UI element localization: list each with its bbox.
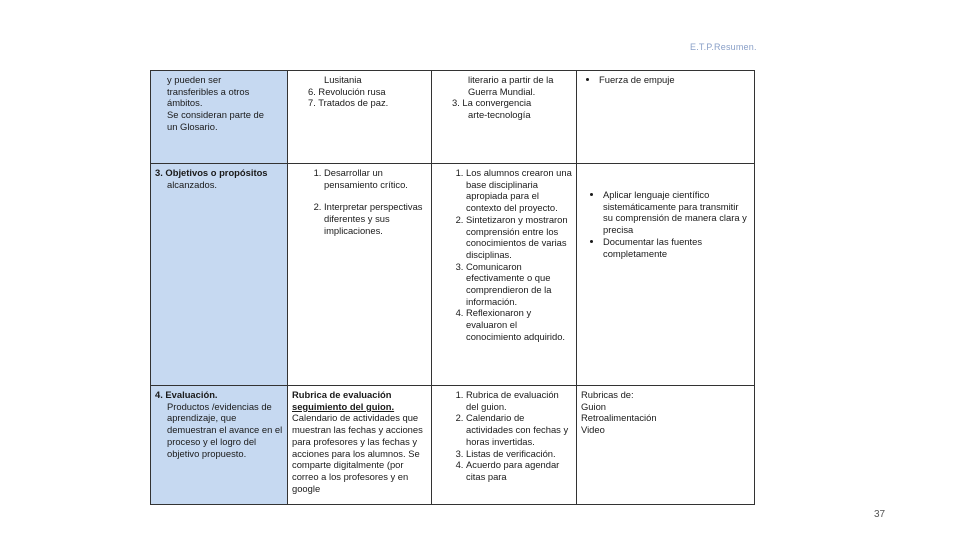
list-item: 2. Calendario de actividades con fechas y horas invertidas. [466,412,572,447]
list-item: • Documentar las fuentes completamente [603,236,750,259]
row-label-cell [151,71,288,164]
table-cell [288,164,432,386]
cell-heading: seguimiento del guion. [292,400,395,412]
list-item: 3. Comunicaron efectivamente o que comprendieron de la información. [466,261,572,308]
cell-line: 6. Revolución rusa [308,85,386,97]
cell-heading: Rubrica de evaluación [292,389,392,400]
table-cell [432,71,577,164]
cell-line: ámbitos. [167,97,203,109]
cell-line: Rubricas de: [581,389,634,400]
table-cell [288,386,432,505]
cell-line: Retroalimentación [581,412,657,424]
list-item: 4. Acuerdo para agendar citas para [466,459,572,482]
list-item: • Aplicar lenguaje científico sistemáticamente para transmitir su comprensión de manera clara y precisa [603,189,750,236]
cell-line: transferibles a otros [167,85,250,97]
cell-line: Se consideran parte de [167,109,264,121]
cell-line: alcanzados. [167,178,218,190]
cell-line: 3. La convergencia [452,97,532,109]
cell-text: Calendario de actividades que muestran las fechas y acciones para profesores y las fechas y acciones para los alumnos. Se comparte digitalmente (por correo a los profesores y en google [292,412,423,494]
table-cell [577,164,755,386]
list-item: 1. Desarrollar un pensamiento crítico. [324,167,427,190]
cell-line: literario a partir de la [468,74,554,85]
cell-line: Lusitania [324,74,362,85]
cell-line: 7. Tratados de paz. [308,97,389,109]
document-header: E.T.P.Resumen. [690,42,757,52]
table-row [151,386,755,505]
row-title: 4. Evaluación. [155,389,218,400]
row-label-cell [151,386,288,505]
list-item: 4. Reflexionaron y evaluaron el conocimiento adquirido. [466,307,572,342]
table-cell [432,164,577,386]
table-cell [432,386,577,505]
page-number: 37 [874,509,886,520]
cell-line: y pueden ser [167,74,222,85]
table-row [151,164,755,386]
cell-text: Productos /evidencias de aprendizaje, que demuestran el avance en el proceso y el logro del objetivo propuesto. [167,400,283,459]
cell-line: arte-tecnología [468,109,531,121]
cell-line: un Glosario. [167,120,218,132]
table-cell [288,71,432,164]
cell-line: Guerra Mundial. [468,85,536,97]
list-item: 2. Sintetizaron y mostraron comprensión entre los conocimientos de varias disciplinas. [466,214,572,261]
list-item: 1. Rubrica de evaluación del guion. [466,389,572,412]
list-item: 2. Interpretar perspectivas diferentes y sus implicaciones. [324,201,427,236]
list-item: • Fuerza de empuje [599,74,750,86]
cell-line: Video [581,424,605,436]
cell-spacer [581,167,750,189]
table-cell [577,386,755,505]
table-cell [577,71,755,164]
table-row [151,71,755,164]
list-item: 3. Listas de verificación. [466,448,572,460]
planning-table [150,70,755,505]
row-title: 3. Objetivos o propósitos [155,167,268,178]
row-label-cell [151,164,288,386]
list-item: 1. Los alumnos crearon una base disciplinaria apropiada para el contexto del proyecto. [466,167,572,214]
cell-line: Guion [581,400,607,412]
